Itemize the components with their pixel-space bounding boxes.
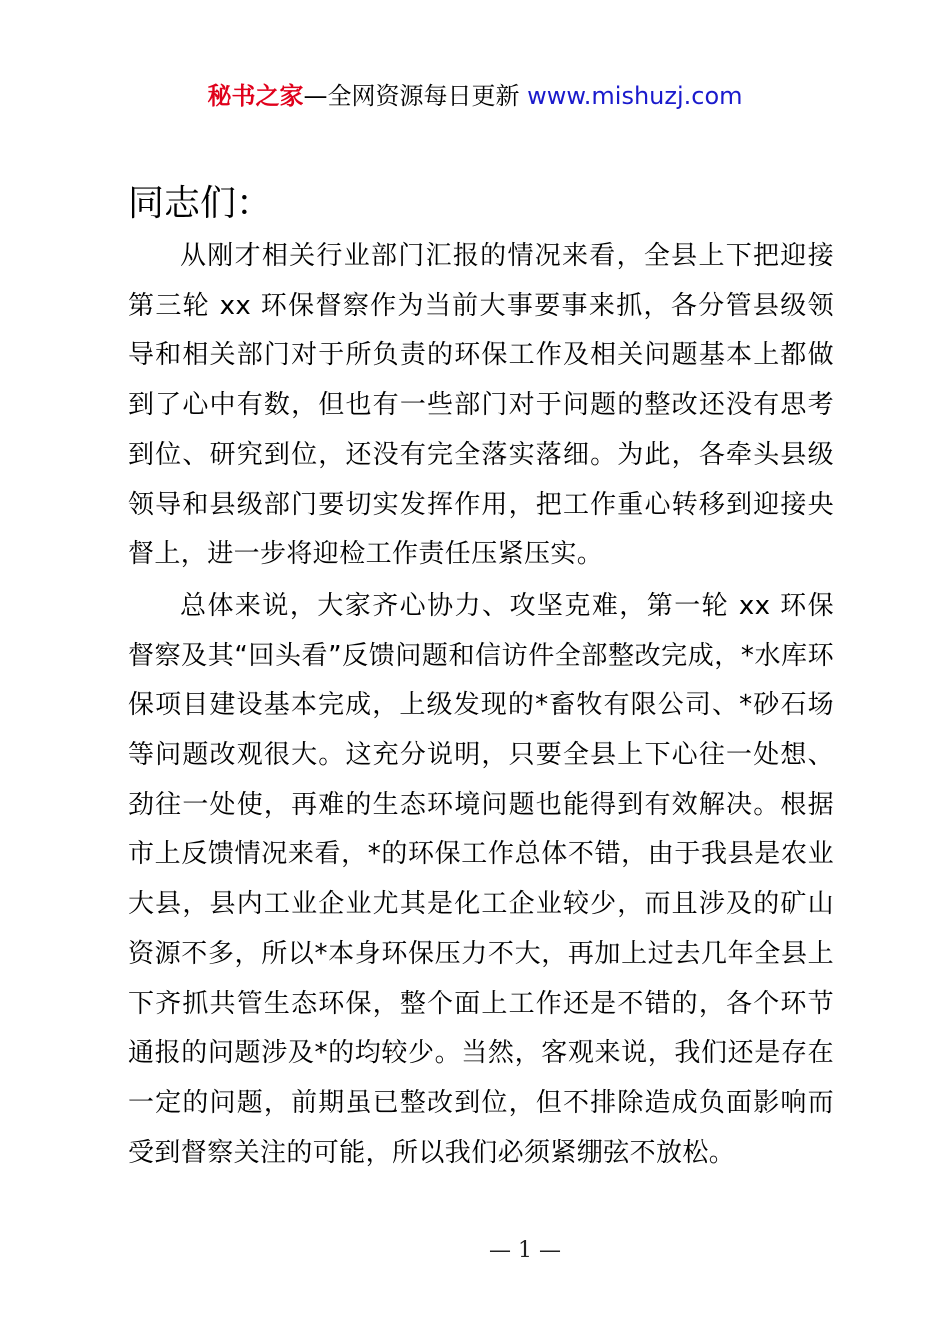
salutation: 同志们：	[128, 183, 273, 224]
page-number: — 1 —	[489, 1238, 561, 1263]
site-brand-name: 秘书之家	[207, 82, 304, 110]
site-url-link[interactable]: www.mishuzj.com	[527, 82, 743, 110]
site-header	[0, 80, 950, 112]
document-body	[128, 176, 834, 1178]
paragraph-2: 总体来说，大家齐心协力、攻坚克难，第一轮 xx 环保督察及其“回头看”反馈问题和信访件全部整改完成，*水库环保项目建设基本完成，上级发现的*畜牧有限公司、*砂石场等问题改观很大。这充分说明，只要全县上下心往一处想、劲往一处使，再难的生态环境问题也能得到有效解决。根据市上反馈情况来看，*的环保工作总体不错，由于我县是农业大县，县内工业企业尤其是化工企业较少，而且涉及的矿山资源不多，所以*本身环保压力不大，再加上过去几年全县上下齐抓共管生态环保，整个面上工作还是不错的，各个环节通报的问题涉及*的均较少。当然，客观来说，我们还是存在一定的问题，前期虽已整改到位，但不排除造成负面影响而受到督察关注的可能，所以我们必须紧绷弦不放松。	[128, 590, 834, 1168]
paragraph-1: 从刚才相关行业部门汇报的情况来看，全县上下把迎接第三轮 xx 环保督察作为当前大事要事来抓，各分管县级领导和相关部门对于所负责的环保工作及相关问题基本上都做到了心中有数，但也有一些部门对于问题的整改还没有思考到位、研究到位，还没有完全落实落细。为此，各牵头县级领导和县级部门要切实发挥作用，把工作重心转移到迎接央督上，进一步将迎检工作责任压紧压实。	[128, 241, 834, 570]
site-tagline: —全网资源每日更新	[303, 82, 528, 110]
